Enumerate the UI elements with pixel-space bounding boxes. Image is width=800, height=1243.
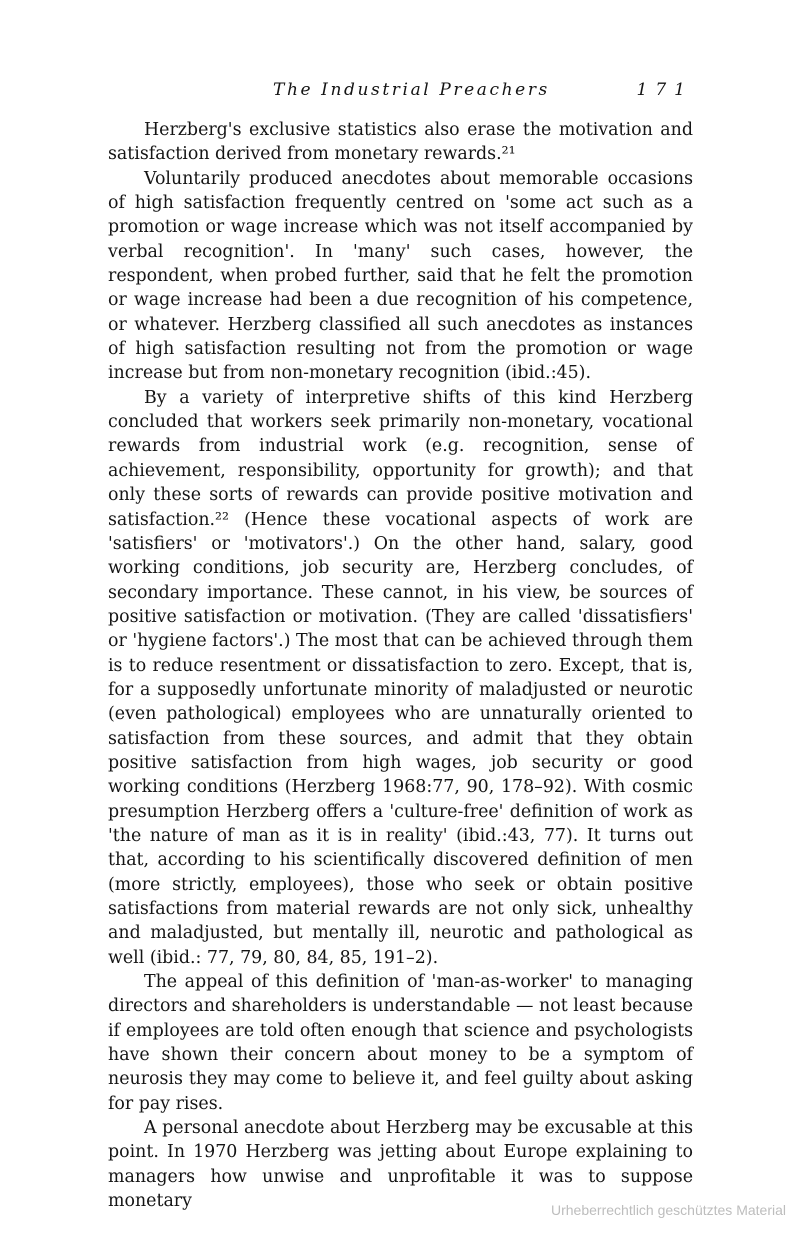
paragraph: Herzberg's exclusive statistics also erase the motivation and satisfaction derived from monetary rewards.²¹ — [108, 120, 693, 165]
paragraph: A personal anecdote about Herzberg may be excusable at this point. In 1970 Herzberg was jetting about Europe explaining to managers how unwise and unprofitable it was to suppose monetary — [108, 1118, 693, 1212]
running-title: The Industrial Preachers — [273, 80, 550, 100]
paragraph: Voluntarily produced anecdotes about memorable occasions of high satisfaction frequently centred on 'some act such as a promotion or wage increase which was not itself accompanied by verbal recognition'. In 'many' such cases, however, the respondent, when probed further, said that he felt the promotion or wage increase had been a due recognition of his competence, or whatever. Herzberg classified all such anecdotes as instances of high satisfaction resulting not from the promotion or wage increase but from non-monetary recognition (ibid.:45). — [108, 168, 693, 384]
paragraph: By a variety of interpretive shifts of this kind Herzberg concluded that workers seek primarily non-monetary, vocational rewards from industrial work (e.g. recognition, sense of achievement, responsibility, opportunity for growth); and that only these sorts of rewards can provide positive motivation and satisfaction.²² (Hence these vocational aspects of work are 'satisfiers' or 'motivators'.) On the other hand, salary, good working conditions, job security are, Herzberg concludes, of secondary importance. These cannot, in his view, be sources of positive satisfaction or motivation. (They are called 'dissatisfiers' or 'hygiene factors'.) The most that can be achieved through them is to reduce resentment or dissatisfaction to zero. Except, that is, for a supposedly unfortunate minority of maladjusted or neurotic (even pathological) employees who are unnaturally oriented to satisfaction from these sources, and admit that they obtain positive satisfaction from high wages, job security or good working conditions (Herzberg 1968:77, 90, 178–92). With cosmic presumption Herzberg offers a 'culture-free' definition of work as 'the nature of man as it is in reality' (ibid.:43, 77). It turns out that, according to his scientifically discovered definition of men (more strictly, employees), those who seek or obtain positive satisfactions from material rewards are not only sick, unhealthy and maladjusted, but mentally ill, neurotic and pathological as well (ibid.: 77, 79, 80, 84, 85, 191–2). — [108, 387, 693, 968]
running-header — [108, 80, 693, 106]
page-number: 171 — [636, 80, 693, 100]
copyright-watermark: Urheberrechtlich geschütztes Material — [551, 1202, 786, 1218]
paragraph: The appeal of this definition of 'man-as-worker' to managing directors and shareholders is understandable — not least because if employees are told often enough that science and psychologists have shown their concern about money to be a symptom of neurosis they may come to believe it, and feel guilty about asking for pay rises. — [108, 972, 693, 1114]
body-text — [108, 118, 693, 1213]
